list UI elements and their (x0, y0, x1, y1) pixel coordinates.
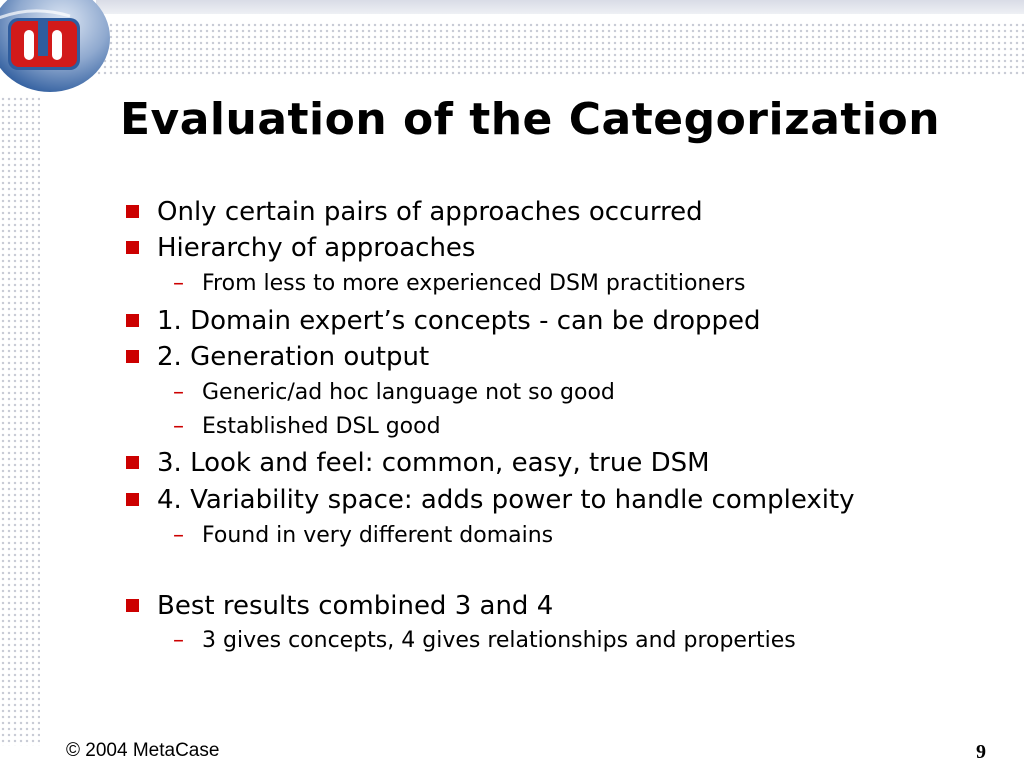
bullet-text: 3. Look and feel: common, easy, true DSM (157, 448, 710, 478)
sub-bullet-text: Established DSL good (202, 414, 441, 439)
red-square-bullet-icon (126, 241, 139, 254)
red-dash-icon: – (173, 380, 184, 405)
sub-bullet-text: From less to more experienced DSM practitioners (202, 271, 746, 296)
red-dash-icon: – (173, 523, 184, 548)
bullet-text: Best results combined 3 and 4 (157, 591, 554, 621)
bullet-text: Only certain pairs of approaches occurred (157, 197, 703, 227)
red-square-bullet-icon (126, 205, 139, 218)
bullet-text: Hierarchy of approaches (157, 233, 476, 263)
red-square-bullet-icon (126, 456, 139, 469)
red-dash-icon: – (173, 271, 184, 296)
red-dash-icon: – (173, 628, 184, 653)
red-square-bullet-icon (126, 599, 139, 612)
red-dash-icon: – (173, 414, 184, 439)
bullet-text: 2. Generation output (157, 342, 430, 372)
page-number: 9 (976, 741, 986, 763)
red-square-bullet-icon (126, 493, 139, 506)
slide-title: Evaluation of the Categorization (120, 94, 941, 145)
sub-bullet-text: Generic/ad hoc language not so good (202, 380, 615, 405)
sub-bullet-text: 3 gives concepts, 4 gives relationships and properties (202, 628, 796, 653)
red-square-bullet-icon (126, 314, 139, 327)
red-square-bullet-icon (126, 350, 139, 363)
bullet-text: 4. Variability space: adds power to handle complexity (157, 485, 855, 515)
copyright-footer: © 2004 MetaCase (66, 740, 220, 761)
bullet-text: 1. Domain expert’s concepts - can be dropped (157, 306, 761, 336)
sub-bullet-text: Found in very different domains (202, 523, 554, 548)
